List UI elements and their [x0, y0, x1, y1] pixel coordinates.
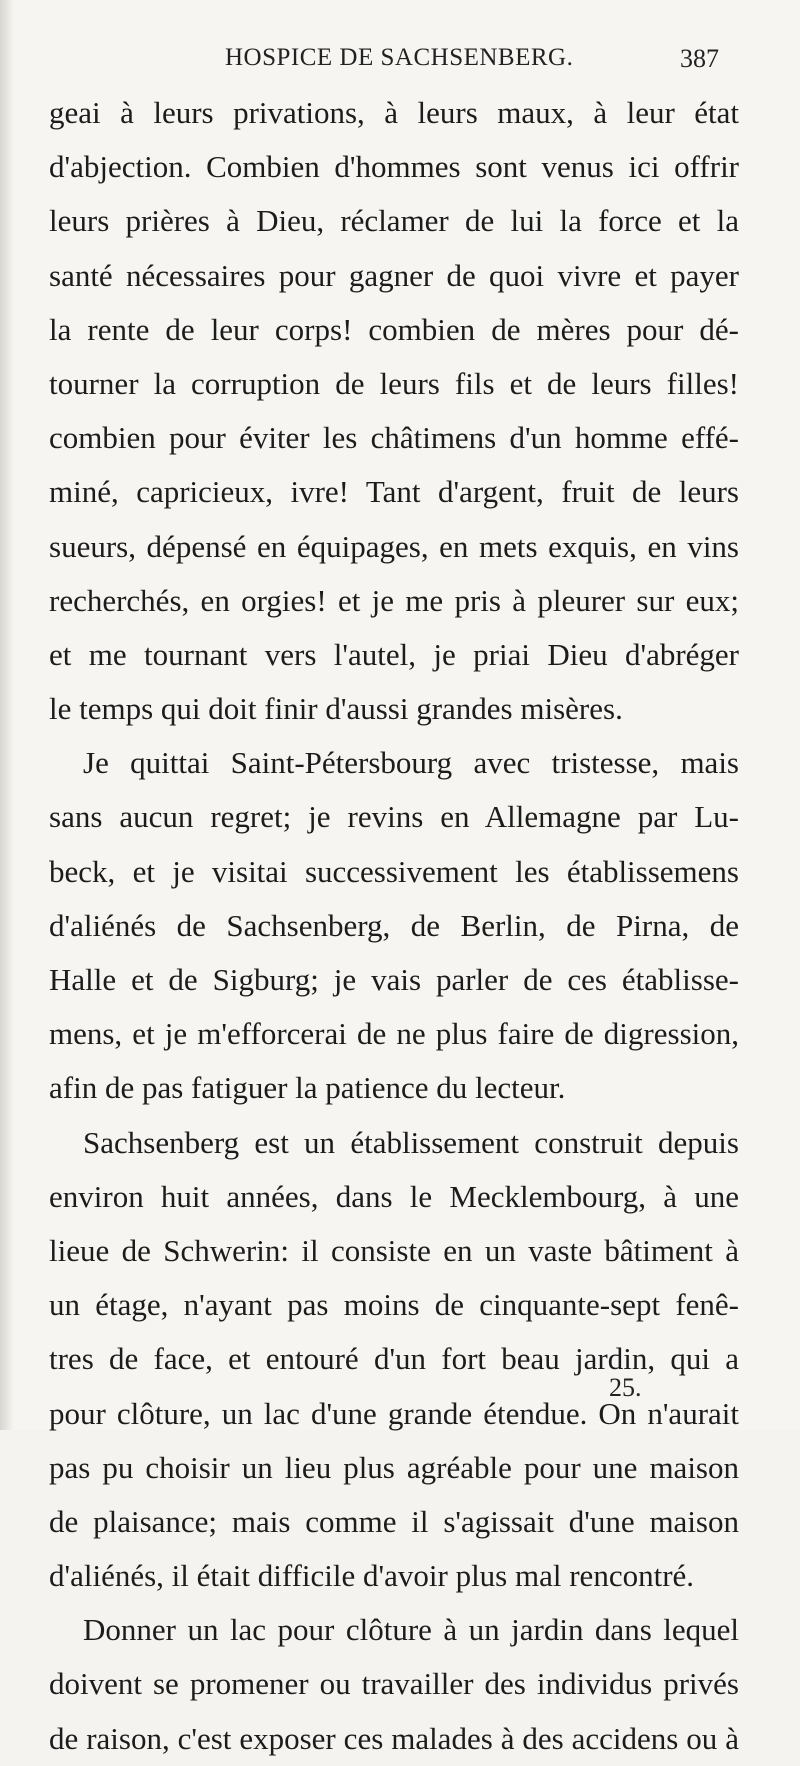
text-line: un étage, n'ayant pas moins de cinquante-sept fenê-: [49, 1287, 739, 1323]
text-line: miné, capricieux, ivre! Tant d'argent, fruit de leurs: [49, 474, 739, 510]
page-header: [0, 44, 800, 84]
text-line: d'abjection. Combien d'hommes sont venus ici offrir: [49, 149, 739, 185]
text-line: environ huit années, dans le Mecklembourg, à une: [49, 1178, 739, 1214]
text-line: leurs prières à Dieu, réclamer de lui la force et la: [49, 203, 739, 239]
paragraph-end-line: d'aliénés, il était difficile d'avoir plus mal rencontré.: [49, 1558, 695, 1594]
text-line: d'aliénés de Sachsenberg, de Berlin, de Pirna, de: [49, 907, 739, 943]
text-line: recherchés, en orgies! et je me pris à pleurer sur eux;: [49, 582, 739, 618]
paragraph-start-line: Sachsenberg est un établissement construit depuis: [83, 1124, 739, 1160]
running-title: HOSPICE DE SACHSENBERG.: [225, 44, 574, 71]
text-line: lieue de Schwerin: il consiste en un vaste bâtiment à: [49, 1232, 739, 1268]
text-line: geai à leurs privations, à leurs maux, à leur état: [49, 95, 739, 130]
text-line: sueurs, dépensé en équipages, en mets exquis, en vins: [49, 528, 739, 564]
page-number: 387: [680, 44, 719, 73]
text-line: mens, et je m'efforcerai de ne plus faire de digression,: [49, 1016, 739, 1052]
text-line: doivent se promener ou travailler des individus privés: [49, 1666, 739, 1702]
paragraph-end-line: afin de pas fatiguer la patience du lecteur.: [49, 1070, 566, 1106]
signature-mark: 25.: [609, 1373, 642, 1402]
text-line: sans aucun regret; je revins en Allemagne par Lu-: [49, 799, 739, 835]
text-line: tres de face, et entouré d'un fort beau jardin, qui a: [49, 1341, 739, 1377]
text-line: de plaisance; mais comme il s'agissait d'une maison: [49, 1503, 739, 1539]
text-line: beck, et je visitai successivement les établissemens: [49, 853, 739, 889]
paragraph-end-line: le temps qui doit finir d'aussi grandes misères.: [49, 691, 623, 727]
paragraph-start-line: Je quittai Saint-Pétersbourg avec tristesse, mais: [83, 745, 739, 781]
body-text: [49, 86, 739, 1766]
text-line: la rente de leur corps! combien de mères pour dé-: [49, 311, 739, 347]
paragraph-start-line: Donner un lac pour clôture à un jardin dans lequel: [83, 1612, 739, 1648]
text-line: Halle et de Sigburg; je vais parler de ces établisse-: [49, 962, 739, 997]
text-line: tourner la corruption de leurs fils et de leurs filles!: [49, 365, 739, 401]
text-line: de raison, c'est exposer ces malades à des accidens ou à: [49, 1720, 739, 1756]
text-line: et me tournant vers l'autel, je priai Dieu d'abréger: [49, 636, 739, 672]
text-line: combien pour éviter les châtimens d'un homme effé-: [49, 420, 739, 456]
page-gutter-shadow: [0, 0, 14, 1430]
text-line: pour clôture, un lac d'une grande étendue. On n'aurait: [49, 1395, 739, 1431]
text-line: santé nécessaires pour gagner de quoi vivre et payer: [49, 257, 739, 293]
text-line: pas pu choisir un lieu plus agréable pour une maison: [49, 1449, 739, 1485]
